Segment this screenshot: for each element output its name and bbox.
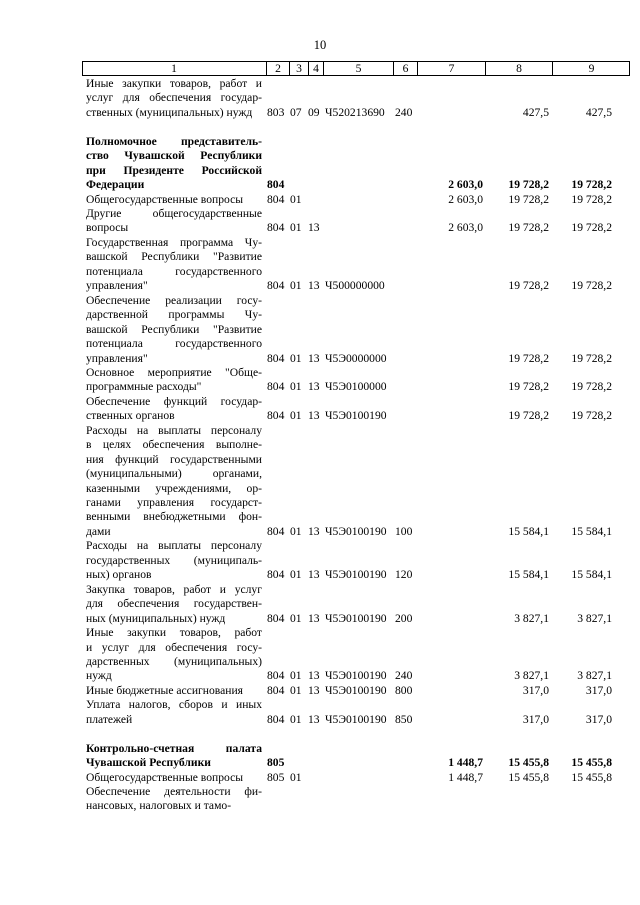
cell-c9: 3 827,1 xyxy=(577,611,612,625)
cell-c8: 427,5 xyxy=(522,105,549,119)
cell-c6: 240 xyxy=(395,105,413,119)
cell-c2: 804 xyxy=(267,279,285,293)
cell-c5: Ч5Э0100190 xyxy=(325,712,387,726)
row-name xyxy=(86,742,262,771)
cell-c2: 804 xyxy=(267,669,285,683)
cell-c2: 804 xyxy=(267,409,285,423)
cell-c7: 2 603,0 xyxy=(448,221,483,235)
cell-c8: 15 455,8 xyxy=(508,770,549,784)
header-col-5: 5 xyxy=(323,62,393,75)
header-col-8: 8 xyxy=(485,62,552,75)
cell-c3: 01 xyxy=(290,279,302,293)
row-name-line: платежей xyxy=(86,712,133,726)
row-name-line: дами xyxy=(86,524,111,538)
cell-c7: 2 603,0 xyxy=(448,178,483,192)
cell-c5: Ч5Э0100190 xyxy=(325,611,387,625)
cell-c9: 19 728,2 xyxy=(571,279,612,293)
cell-c2: 804 xyxy=(267,568,285,582)
row-name xyxy=(86,193,262,207)
cell-c3: 01 xyxy=(290,192,302,206)
cell-c5: Ч5Э0100000 xyxy=(325,380,387,394)
row-name-line: государственных (муниципаль- xyxy=(86,553,262,567)
row-name xyxy=(86,366,262,395)
cell-c9: 19 728,2 xyxy=(571,380,612,394)
cell-c8: 3 827,1 xyxy=(514,611,549,625)
row-name-line: ственных (муниципальных) нужд xyxy=(86,105,253,119)
cell-c9: 3 827,1 xyxy=(577,669,612,683)
row-name-line: и услуг для обеспечения госу- xyxy=(86,640,262,654)
cell-c8: 3 827,1 xyxy=(514,669,549,683)
row-name xyxy=(86,583,262,626)
row-name-line: вашской Республики "Развитие xyxy=(86,322,262,336)
row-name-line: Обеспечение функций государ- xyxy=(86,394,262,408)
header-col-2: 2 xyxy=(266,62,289,75)
cell-c9: 427,5 xyxy=(585,105,612,119)
table-header xyxy=(82,61,630,76)
row-name xyxy=(86,135,262,193)
row-name-line: Контрольно-счетная палата xyxy=(86,741,262,755)
cell-c9: 317,0 xyxy=(585,683,612,697)
row-name-line: Чувашской Республики xyxy=(86,756,211,770)
cell-c3: 01 xyxy=(290,409,302,423)
row-name-line: Общегосударственные вопросы xyxy=(86,192,244,206)
row-name-line: Закупка товаров, работ и услуг xyxy=(86,582,262,596)
cell-c9: 19 728,2 xyxy=(571,409,612,423)
cell-c8: 19 728,2 xyxy=(508,409,549,423)
cell-c8: 19 728,2 xyxy=(508,279,549,293)
row-name-line: потенциала государственного xyxy=(86,337,262,351)
row-name-line: ственных органов xyxy=(86,409,175,423)
cell-c4: 13 xyxy=(308,712,320,726)
cell-c8: 15 584,1 xyxy=(508,568,549,582)
row-name-line: ных (муниципальных) нужд xyxy=(86,611,226,625)
row-name xyxy=(86,77,262,120)
cell-c8: 317,0 xyxy=(522,683,549,697)
cell-c3: 01 xyxy=(290,568,302,582)
row-name-line: Государственная программа Чу- xyxy=(86,235,262,249)
row-name xyxy=(86,120,262,134)
header-col-6: 6 xyxy=(393,62,417,75)
cell-c6: 850 xyxy=(395,712,413,726)
cell-c5: Ч5Э0100190 xyxy=(325,683,387,697)
cell-c6: 100 xyxy=(395,524,413,538)
cell-c4: 13 xyxy=(308,611,320,625)
row-name-line: Иные закупки товаров, работ xyxy=(86,626,262,640)
cell-c2: 803 xyxy=(267,105,285,119)
row-name xyxy=(86,539,262,582)
row-name-line: Другие общегосударственные xyxy=(86,207,262,221)
row-name-line: вопросы xyxy=(86,221,129,235)
row-name-line: Иные закупки товаров, работ и xyxy=(86,77,262,90)
row-name xyxy=(86,395,262,424)
cell-c5: Ч5Э0000000 xyxy=(325,351,387,365)
header-col-7: 7 xyxy=(417,62,485,75)
page-number: 10 xyxy=(313,38,327,52)
row-name-line: при Президенте Российской xyxy=(86,163,262,177)
cell-c9: 15 455,8 xyxy=(571,756,612,770)
cell-c3: 01 xyxy=(290,524,302,538)
row-name-line: ганами управления государст- xyxy=(86,495,262,509)
cell-c6: 240 xyxy=(395,669,413,683)
cell-c3: 01 xyxy=(290,611,302,625)
row-name-line: Общегосударственные вопросы xyxy=(86,770,244,784)
cell-c8: 19 728,2 xyxy=(508,221,549,235)
header-col-9: 9 xyxy=(552,62,630,75)
cell-c3: 01 xyxy=(290,380,302,394)
row-name xyxy=(86,207,262,236)
cell-c4: 13 xyxy=(308,221,320,235)
cell-c8: 317,0 xyxy=(522,712,549,726)
row-name-line: дарственных (муниципальных) xyxy=(86,654,262,668)
cell-c9: 19 728,2 xyxy=(571,192,612,206)
cell-c5: Ч520213690 xyxy=(325,105,385,119)
row-name-line: потенциала государственного xyxy=(86,264,262,278)
cell-c6: 120 xyxy=(395,568,413,582)
row-name-line: Обеспечение реализации госу- xyxy=(86,293,262,307)
row-name-line: Расходы на выплаты персоналу xyxy=(86,539,262,553)
cell-c9: 15 455,8 xyxy=(571,770,612,784)
cell-c3: 01 xyxy=(290,712,302,726)
row-name-line: нужд xyxy=(86,669,112,683)
row-name-line: ство Чувашской Республики xyxy=(86,149,262,163)
cell-c7: 2 603,0 xyxy=(448,192,483,206)
row-name-line: дарственной программы Чу- xyxy=(86,308,262,322)
cell-c7: 1 448,7 xyxy=(448,756,483,770)
cell-c4: 13 xyxy=(308,669,320,683)
cell-c2: 804 xyxy=(267,351,285,365)
row-name-line: программные расходы" xyxy=(86,380,202,394)
cell-c4: 13 xyxy=(308,409,320,423)
row-name-line: Основное мероприятие "Обще- xyxy=(86,366,262,379)
cell-c3: 01 xyxy=(290,683,302,697)
cell-c4: 13 xyxy=(308,524,320,538)
cell-c2: 805 xyxy=(267,756,285,770)
row-name xyxy=(86,785,262,814)
cell-c2: 804 xyxy=(267,524,285,538)
row-name-line: Полномочное представитель- xyxy=(86,134,262,148)
row-name-line: Уплата налогов, сборов и иных xyxy=(86,698,262,712)
row-name-line: Расходы на выплаты персоналу xyxy=(86,423,262,437)
cell-c5: Ч5Э0100190 xyxy=(325,568,387,582)
row-name-line: Обеспечение деятельности фи- xyxy=(86,785,262,799)
cell-c8: 19 728,2 xyxy=(508,380,549,394)
row-name xyxy=(86,626,262,684)
cell-c9: 15 584,1 xyxy=(571,524,612,538)
cell-c4: 13 xyxy=(308,279,320,293)
cell-c6: 800 xyxy=(395,683,413,697)
cell-c4: 13 xyxy=(308,683,320,697)
cell-c9: 15 584,1 xyxy=(571,568,612,582)
cell-c2: 804 xyxy=(267,611,285,625)
cell-c9: 19 728,2 xyxy=(571,178,612,192)
row-name-line xyxy=(86,120,262,134)
row-name xyxy=(86,727,262,741)
cell-c4: 13 xyxy=(308,351,320,365)
cell-c5: Ч5Э0100190 xyxy=(325,669,387,683)
header-col-3: 3 xyxy=(289,62,308,75)
cell-c3: 01 xyxy=(290,221,302,235)
row-name-line: Иные бюджетные ассигнования xyxy=(86,683,243,697)
row-name xyxy=(86,698,262,727)
header-col-4: 4 xyxy=(308,62,323,75)
cell-c3: 07 xyxy=(290,105,302,119)
cell-c2: 804 xyxy=(267,192,285,206)
cell-c7: 1 448,7 xyxy=(448,770,483,784)
cell-c5: Ч5Э0100190 xyxy=(325,524,387,538)
cell-c2: 804 xyxy=(267,712,285,726)
row-name-line: вашской Республики "Развитие xyxy=(86,250,262,264)
row-name-line: нансовых, налоговых и тамо- xyxy=(86,799,232,813)
row-name xyxy=(86,294,262,366)
row-name xyxy=(86,424,262,540)
cell-c4: 13 xyxy=(308,568,320,582)
cell-c9: 19 728,2 xyxy=(571,221,612,235)
row-name-line: управления" xyxy=(86,351,148,365)
row-name-line: венными внебюджетными фон- xyxy=(86,510,262,524)
cell-c5: Ч5Э0100190 xyxy=(325,409,387,423)
row-name-line: казенными учреждениями, ор- xyxy=(86,481,262,495)
cell-c8: 15 455,8 xyxy=(508,756,549,770)
row-name-line: Федерации xyxy=(86,178,145,192)
cell-c2: 804 xyxy=(267,178,285,192)
cell-c9: 19 728,2 xyxy=(571,351,612,365)
cell-c5: Ч500000000 xyxy=(325,279,385,293)
row-name-line: ных) органов xyxy=(86,568,152,582)
cell-c2: 804 xyxy=(267,683,285,697)
cell-c6: 200 xyxy=(395,611,413,625)
cell-c3: 01 xyxy=(290,351,302,365)
row-name xyxy=(86,236,262,294)
row-name xyxy=(86,771,262,785)
row-name-line: в целях обеспечения выполне- xyxy=(86,438,262,452)
row-name-line: для обеспечения государствен- xyxy=(86,597,262,611)
row-name-line: услуг для обеспечения государ- xyxy=(86,91,262,105)
cell-c8: 15 584,1 xyxy=(508,524,549,538)
header-col-1: 1 xyxy=(171,62,177,75)
cell-c4: 13 xyxy=(308,380,320,394)
row-name-line xyxy=(86,727,262,741)
cell-c2: 805 xyxy=(267,770,285,784)
row-name-line: ния функций государственными xyxy=(86,452,262,466)
row-name xyxy=(86,684,262,698)
cell-c9: 317,0 xyxy=(585,712,612,726)
cell-c2: 804 xyxy=(267,221,285,235)
cell-c8: 19 728,2 xyxy=(508,178,549,192)
cell-c8: 19 728,2 xyxy=(508,192,549,206)
cell-c3: 01 xyxy=(290,770,302,784)
row-name-line: (муниципальными) органами, xyxy=(86,467,262,481)
row-name-line: управления" xyxy=(86,279,148,293)
cell-c3: 01 xyxy=(290,669,302,683)
cell-c2: 804 xyxy=(267,380,285,394)
cell-c4: 09 xyxy=(308,105,320,119)
cell-c8: 19 728,2 xyxy=(508,351,549,365)
